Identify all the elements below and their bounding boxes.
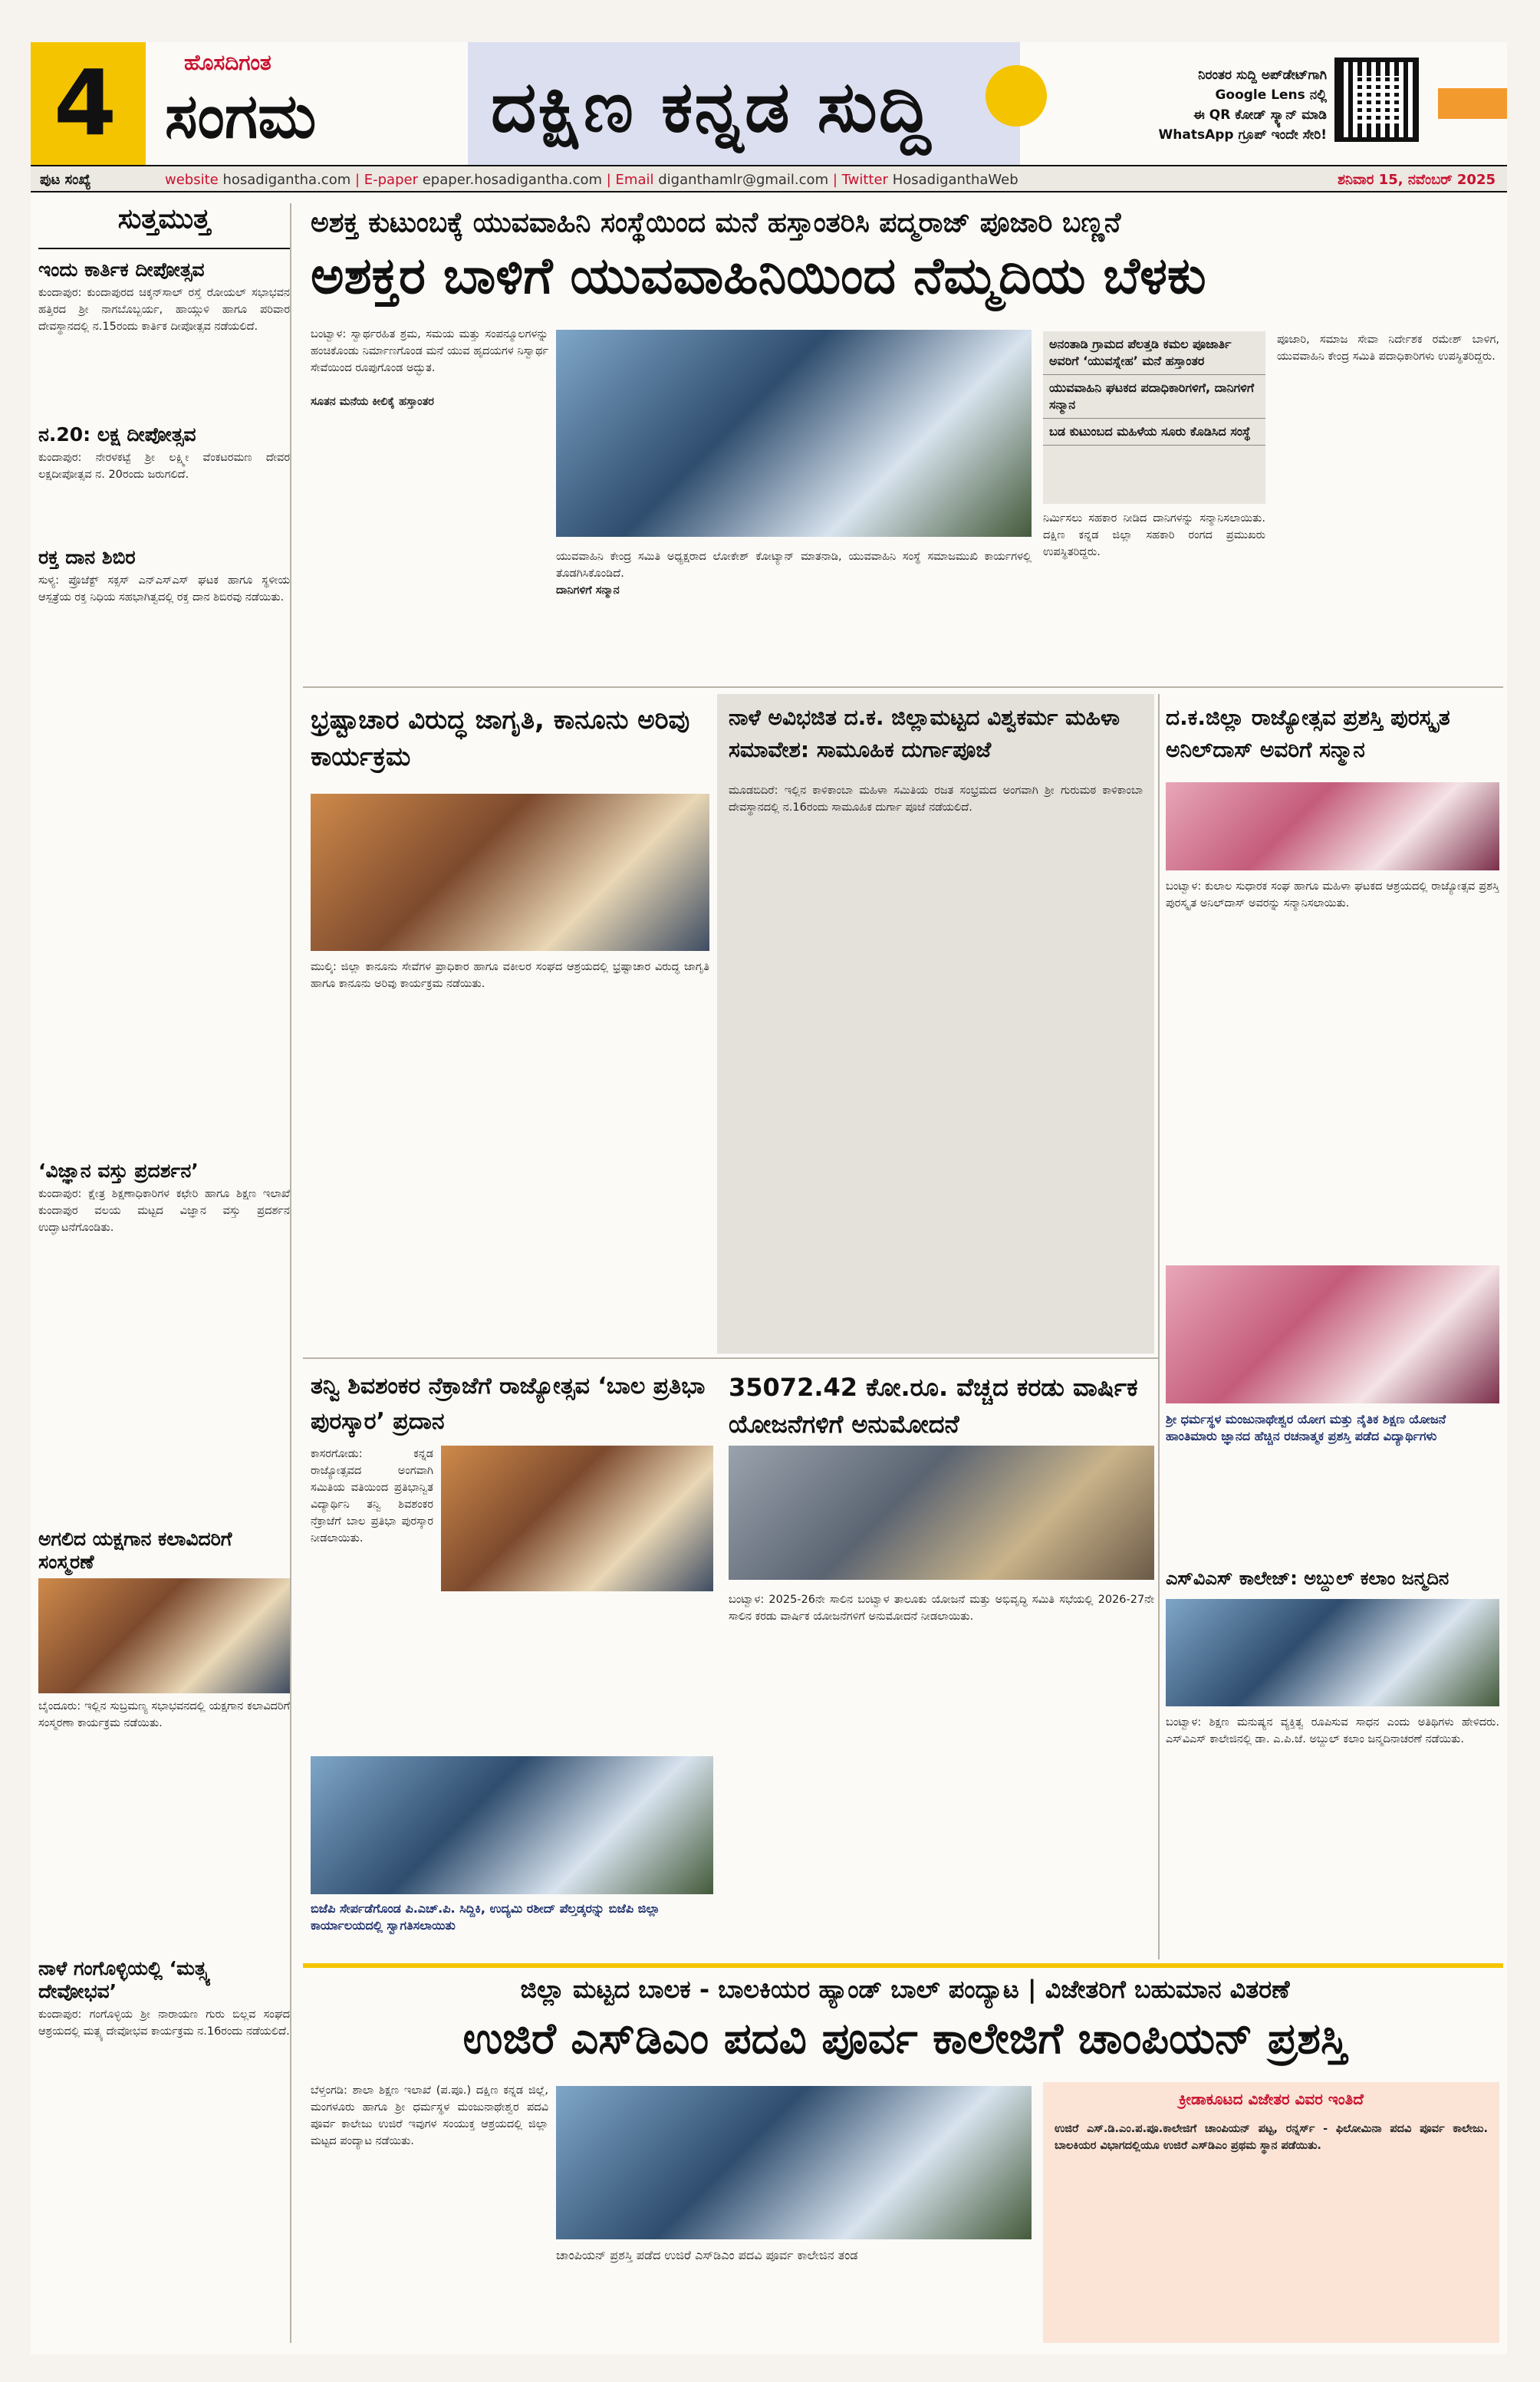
left-item bbox=[38, 541, 290, 1155]
left-item-headline: ನ.20: ಲಕ್ಷ ದೀಪೋತ್ಸವ bbox=[38, 423, 196, 446]
left-item-text: ಕುಂದಾಪುರ: ಕ್ಷೇತ್ರ ಶಿಕ್ಷಣಾಧಿಕಾರಿಗಳ ಕಛೇರಿ ಹಾಗೂ ಶಿಕ್ಷಣ ಇಲಾಖೆ ಕುಂದಾಪುರ ವಲಯ ಮಟ್ಟದ ವಿಜ್ಞಾನ ವಸ್ತು ಪ್ರದರ್ಶನ ಉದ್ಘಾಟನೆಗೊಂಡಿತು. bbox=[38, 1188, 290, 1234]
left-item-headline: ಇಂದು ಕಾರ್ತಿಕ ದೀಪೋತ್ಸವ bbox=[38, 258, 205, 281]
abdulkalam-photo bbox=[1166, 1599, 1499, 1706]
bullet-item: ಅನಂತಾಡಿ ಗ್ರಾಮದ ಪೆಲತ್ತಡಿ ಕಮಲ ಪೂಜಾರ್ತಿ ಅವರಿಗೆ ‘ಯುವಸ್ನೇಹ’ ಮನೆ ಹಸ್ತಾಂತರ bbox=[1043, 331, 1265, 375]
award-text: ಕಾಸರಗೋಡು: ಕನ್ನಡ ರಾಜ್ಯೋತ್ಸವದ ಅಂಗವಾಗಿ ಸಮಿತಿಯ ವತಿಯಿಂದ ಪ್ರತಿಭಾನ್ವಿತ ವಿದ್ಯಾರ್ಥಿನಿ ತನ್ವಿ ಶಿವಶಂಕರ ನೆಕ್ರಾಜೆಗೆ ಬಾಲ ಪ್ರತಿಭಾ ಪುರಸ್ಕಾರ ನೀಡಲಾಯಿತು. bbox=[311, 1448, 433, 1545]
top-story-photo bbox=[556, 330, 1032, 537]
promo-line: WhatsApp ಗ್ರೂಪ್ ಇಂದೇ ಸೇರಿ! bbox=[1158, 127, 1327, 143]
budget-headline: 35072.42 ಕೋ.ರೂ. ವೆಚ್ಚದ ಕರಡು ವಾರ್ಷಿಕ ಯೋಜನೆಗಳಿಗೆ ಅನುಮೋದನೆ bbox=[729, 1373, 1138, 1439]
brand-small: ಹೊಸದಿಗಂತ bbox=[184, 50, 271, 75]
anildas-headline: ದ.ಕ.ಜಿಲ್ಲಾ ರಾಜ್ಯೋತ್ಸವ ಪ್ರಶಸ್ತಿ ಪುರಸ್ಕೃತ ಅನಿಲ್‌ದಾಸ್ ಅವರಿಗೆ ಸನ್ಮಾನ bbox=[1166, 705, 1450, 762]
top-story-text-2: ಯುವವಾಹಿನಿ ಕೇಂದ್ರ ಸಮಿತಿ ಅಧ್ಯಕ್ಷರಾದ ಲೋಕೇಶ್ ಕೋಟ್ಯಾನ್ ಮಾತನಾಡಿ, ಯುವವಾಹಿನಿ ಸಂಸ್ಥೆ ಸಮಾಜಮುಖಿ ಕಾರ್ಯಗಳಲ್ಲಿ ತೊಡಗಿಸಿಕೊಂಡಿದೆ. bbox=[556, 551, 1032, 580]
brand: ಸಂಗಮ bbox=[165, 81, 317, 152]
left-item-text: ಬೈಂದೂರು: ಇಲ್ಲಿನ ಸುಬ್ರಮಣ್ಯ ಸಭಾಭವನದಲ್ಲಿ ಯಕ್ಷಗಾನ ಕಲಾವಿದರಿಗೆ ಸಂಸ್ಮರಣಾ ಕಾರ್ಯಕ್ರಮ ನಡೆಯಿತು. bbox=[38, 1700, 290, 1729]
left-item-text: ಕುಂದಾಪುರ: ನೇರಳಕಟ್ಟೆ ಶ್ರೀ ಲಕ್ಷ್ಮೀ ವೆಂಕಟರಮಣ ದೇವರ ಲಕ್ಷದೀಪೋತ್ಸವ ನ. 20ರಂದು ಜರುಗಲಿದೆ. bbox=[38, 452, 290, 481]
page-label: ಪುಟ ಸಂಖ್ಯೆ bbox=[40, 172, 91, 188]
winners-headline: ಕ್ರೀಡಾಕೂಟದ ವಿಜೇತರ ವಿವರ ಇಂತಿದೆ bbox=[1179, 2090, 1364, 2108]
twitter-label: Twitter bbox=[841, 172, 888, 188]
left-item-text: ಕುಂದಾಪುರ: ಗಂಗೊಳ್ಳಿಯ ಶ್ರೀ ನಾರಾಯಣ ಗುರು ಬಿಲ್ಲವ ಸಂಘದ ಆಶ್ರಯದಲ್ಲಿ ಮತ್ಸ್ಯ ದೇವೋಭವ ಕಾರ್ಯಕ್ರಮ ನ.16ರಂದು ನಡೆಯಲಿದೆ. bbox=[38, 2009, 290, 2038]
anildas-text: ಬಂಟ್ವಾಳ: ಕುಲಾಲ ಸುಧಾರಕ ಸಂಘ ಹಾಗೂ ಮಹಿಳಾ ಘಟಕದ ಆಶ್ರಯದಲ್ಲಿ ರಾಜ್ಯೋತ್ಸವ ಪ್ರಶಸ್ತಿ ಪುರಸ್ಕೃತ ಅನಿಲ್‌ದಾಸ್ ಅವರನ್ನು ಸನ್ಮಾನಿಸಲಾಯಿತು. bbox=[1166, 880, 1499, 910]
accent-block bbox=[1438, 88, 1507, 119]
bullet-item: ಯುವವಾಹಿನಿ ಘಟಕದ ಪದಾಧಿಕಾರಿಗಳಿಗೆ, ದಾನಿಗಳಿಗೆ ಸನ್ಮಾನ bbox=[1043, 375, 1265, 419]
promo-line: ಈ QR ಕೋಡ್ ಸ್ಕ್ಯಾನ್ ಮಾಡಿ bbox=[1193, 107, 1327, 123]
left-item-text: ಕುಂದಾಪುರ: ಕುಂದಾಪುರದ ಚಿಕ್ಕನ್‌ಸಾಲ್ ರಸ್ತೆ ರೋಯಲ್ ಸಭಾಭವನ ಹತ್ತಿರದ ಶ್ರೀ ನಾಗಬೊಬ್ಬರ್ಯ, ಹಾಯ್ಗುಳಿ ಹಾಗೂ ಪರಿವಾರ ದೇವಸ್ಥಾನದಲ್ಲಿ ನ.15ರಂದು ಕಾರ್ತಿಕ ದೀಪೋತ್ಸವ ನಡೆಯಲಿದೆ. bbox=[38, 287, 290, 333]
left-section-title: ಸುತ್ತಮುತ್ತ bbox=[38, 203, 290, 249]
bottom-story-text: ಬೆಳ್ತಂಗಡಿ: ಶಾಲಾ ಶಿಕ್ಷಣ ಇಲಾಖೆ (ಪ.ಪೂ.) ದಕ್ಷಿಣ ಕನ್ನಡ ಜಿಲ್ಲೆ, ಮಂಗಳೂರು ಹಾಗೂ ಶ್ರೀ ಧರ್ಮಸ್ಥಳ ಮಂಜುನಾಥೇಶ್ವರ ಪದವಿ ಪೂರ್ವ ಕಾಲೇಜು ಉಜಿರೆ ಇವುಗಳ ಸಂಯುಕ್ತ ಆಶ್ರಯದಲ್ಲಿ ಜಿಲ್ಲಾ ಮಟ್ಟದ ಪಂದ್ಯಾಟ ನಡೆಯಿತು. bbox=[311, 2084, 548, 2147]
promo-line: Google Lens ನಲ್ಲಿ bbox=[1215, 87, 1327, 103]
top-story-subhead-1: ಸೂತನ ಮನೆಯ ಕೀಲಿಕೈ ಹಸ್ತಾಂತರ bbox=[311, 396, 434, 408]
handball-team-photo bbox=[556, 2086, 1032, 2239]
handball-caption: ಚಾಂಪಿಯನ್ ಪ್ರಶಸ್ತಿ ಪಡೆದ ಉಜಿರೆ ಎಸ್‌ಡಿಎಂ ಪದವಿ ಪೂರ್ವ ಕಾಲೇಜಿನ ತಂಡ bbox=[556, 2248, 858, 2262]
masthead bbox=[31, 42, 1507, 165]
budget-text: ಬಂಟ್ವಾಳ: 2025-26ನೇ ಸಾಲಿನ ಬಂಟ್ವಾಳ ತಾಲೂಕು ಯೋಜನೆ ಮತ್ತು ಅಭಿವೃದ್ಧಿ ಸಮಿತಿ ಸಭೆಯಲ್ಲಿ 2026-27ನೇ ಸಾಲಿನ ಕರಡು ವಾರ್ಷಿಕ ಯೋಜನೆಗಳಿಗೆ ಅನುಮೋದನೆ ನೀಡಲಾಯಿತು. bbox=[729, 1594, 1154, 1623]
top-story-kicker: ಅಶಕ್ತ ಕುಟುಂಬಕ್ಕೆ ಯುವವಾಹಿನಿ ಸಂಸ್ಥೆಯಿಂದ ಮನೆ ಹಸ್ತಾಂತರಿಸಿ ಪದ್ಮರಾಜ್ ಪೂಜಾರಿ ಬಣ್ಣನೆ bbox=[311, 207, 1121, 239]
section-title: ದಕ್ಷಿಣ ಕನ್ನಡ ಸುದ್ದಿ bbox=[491, 65, 933, 148]
yoga-photo bbox=[1166, 1265, 1499, 1403]
twitter-link[interactable]: HosadiganthaWeb bbox=[892, 172, 1018, 188]
left-column bbox=[38, 203, 291, 2343]
website-link[interactable]: hosadigantha.com bbox=[222, 172, 351, 188]
corruption-text: ಮುಲ್ಕಿ: ಜಿಲ್ಲಾ ಕಾನೂನು ಸೇವೆಗಳ ಪ್ರಾಧಿಕಾರ ಹಾಗೂ ವಕೀಲರ ಸಂಘದ ಆಶ್ರಯದಲ್ಲಿ ಭ್ರಷ್ಟಾಚಾರ ವಿರುದ್ಧ ಜಾಗೃತಿ ಹಾಗೂ ಕಾನೂನು ಅರಿವು ಕಾರ್ಯಕ್ರಮ ನಡೆಯಿತು. bbox=[311, 961, 709, 990]
column-rule bbox=[1158, 694, 1160, 1959]
left-item bbox=[38, 1523, 290, 1953]
vishwakarma-text: ಮೂಡಬಿದಿರೆ: ಇಲ್ಲಿನ ಕಾಳಿಕಾಂಬಾ ಮಹಿಳಾ ಸಮಿತಿಯ ರಜತ ಸಂಭ್ರಮದ ಅಂಗವಾಗಿ ಶ್ರೀ ಗುರುಮಠ ಕಾಳಿಕಾಂಬಾ ದೇವಸ್ಥಾನದಲ್ಲಿ ನ.16ರಂದು ಸಾಮೂಹಿಕ ದುರ್ಗಾ ಪೂಜೆ ನಡೆಯಲಿದೆ. bbox=[729, 785, 1143, 814]
left-item-photo bbox=[38, 1578, 290, 1693]
divider bbox=[303, 1963, 1503, 1968]
divider bbox=[303, 686, 1503, 688]
promo-line: ನಿರಂತರ ಸುದ್ದಿ ಅಪ್‌ಡೇಟ್‌ಗಾಗಿ bbox=[1198, 67, 1327, 83]
left-item-headline: ರಕ್ತ ದಾನ ಶಿಬಿರ bbox=[38, 546, 136, 568]
top-story-subhead-2: ದಾನಿಗಳಿಗೆ ಸನ್ಮಾನ bbox=[556, 584, 620, 597]
award-headline: ತನ್ವಿ ಶಿವಶಂಕರ ನೆಕ್ರಾಜೆಗೆ ರಾಜ್ಯೋತ್ಸವ ‘ಬಾಲ ಪ್ರತಿಭಾ ಪುರಸ್ಕಾರ’ ಪ್ರದಾನ bbox=[311, 1373, 706, 1435]
link-strip: website hosadigantha.com | E-paper epaper.hosadigantha.com | Email diganthamlr@gmail.com | Twitter HosadiganthaWeb bbox=[165, 172, 1018, 188]
divider bbox=[303, 1357, 1158, 1359]
top-story-text bbox=[311, 326, 548, 679]
left-item bbox=[38, 1953, 290, 2382]
abdulkalam-text: ಬಂಟ್ವಾಳ: ಶಿಕ್ಷಣ ಮನುಷ್ಯನ ವ್ಯಕ್ತಿತ್ವ ರೂಪಿಸುವ ಸಾಧನ ಎಂದು ಅತಿಥಿಗಳು ಹೇಳಿದರು. ಎಸ್‌ವಿಎಸ್ ಕಾಲೇಜಿನಲ್ಲಿ ಡಾ. ಎ.ಪಿ.ಜೆ. ಅಬ್ದುಲ್ ಕಲಾಂ ಜನ್ಮದಿನಾಚರಣೆ ನಡೆಯಿತು. bbox=[1166, 1716, 1499, 1745]
vishwakarma-headline: ನಾಳೆ ಅವಿಭಜಿತ ದ.ಕ. ಜಿಲ್ಲಾಮಟ್ಟದ ವಿಶ್ವಕರ್ಮ ಮಹಿಳಾ ಸಮಾವೇಶ: ಸಾಮೂಹಿಕ ದುರ್ಗಾಪೂಜೆ bbox=[729, 705, 1120, 762]
left-item bbox=[38, 419, 290, 541]
left-item-headline: ಅಗಲಿದ ಯಕ್ಷಗಾನ ಕಲಾವಿದರಿಗೆ ಸಂಸ್ಮರಣೆ bbox=[38, 1528, 232, 1573]
bjp-caption: ಬಿಜೆಪಿ ಸೇರ್ಪಡೆಗೊಂಡ ಪಿ.ಎಚ್.ಪಿ. ಸಿದ್ದಿಕಿ, ಉದ್ಯಮಿ ರಶೀದ್ ಪೆಲ್ತಡ್ಕರನ್ನು ಬಿಜೆಪಿ ಜಿಲ್ಲಾ ಕಾರ್ಯಾಲಯದಲ್ಲಿ ಸ್ವಾಗತಿಸಲಾಯಿತು bbox=[311, 1901, 660, 1933]
qr-promo bbox=[1074, 65, 1327, 145]
budget-photo bbox=[729, 1446, 1154, 1580]
website-label: website bbox=[165, 172, 219, 188]
left-item bbox=[38, 254, 290, 419]
bjp-photo bbox=[311, 1756, 713, 1894]
left-item bbox=[38, 1155, 290, 1523]
bottom-story-kicker: ಜಿಲ್ಲಾ ಮಟ್ಟದ ಬಾಲಕ - ಬಾಲಕಿಯರ ಹ್ಯಾಂಡ್ ಬಾಲ್ ಪಂದ್ಯಾಟ | ವಿಜೇತರಿಗೆ ಬಹುಮಾನ ವಿತರಣೆ bbox=[520, 1975, 1290, 2004]
bullet-item: ಬಡ ಕುಟುಂಬದ ಮಹಿಳೆಯ ಸೂರು ಕೊಡಿಸಿದ ಸಂಸ್ಥೆ bbox=[1043, 419, 1265, 446]
top-story-headline: ಅಶಕ್ತರ ಬಾಳಿಗೆ ಯುವವಾಹಿನಿಯಿಂದ ನೆಮ್ಮದಿಯ ಬೆಳಕು bbox=[311, 245, 1206, 305]
email-label: Email bbox=[615, 172, 654, 188]
yoga-caption: ಶ್ರೀ ಧರ್ಮಸ್ಥಳ ಮಂಜುನಾಥೇಶ್ವರ ಯೋಗ ಮತ್ತು ನೈತಿಕ ಶಿಕ್ಷಣ ಯೋಜನೆ ಹಾಂತಿಮಾರು ಜ್ಞಾನದ ಹೆಚ್ಚಿನ ರಚನಾತ್ಮಕ ಪ್ರಶಸ್ತಿ ಪಡೆದ ವಿದ್ಯಾರ್ಥಿಗಳು bbox=[1166, 1412, 1446, 1443]
anildas-photo bbox=[1166, 782, 1499, 870]
top-story-text-3: ನಿರ್ಮಿಸಲು ಸಹಕಾರ ನೀಡಿದ ದಾನಿಗಳನ್ನು ಸನ್ಮಾನಿಸಲಾಯಿತು. ದಕ್ಷಿಣ ಕನ್ನಡ ಜಿಲ್ಲಾ ಸಹಕಾರಿ ರಂಗದ ಪ್ರಮುಖರು ಉಪಸ್ಥಿತರಿದ್ದರು. bbox=[1043, 512, 1265, 558]
top-story-text-1: ಬಂಟ್ವಾಳ: ಸ್ವಾರ್ಥರಹಿತ ಶ್ರಮ, ಸಮಯ ಮತ್ತು ಸಂಪನ್ಮೂಲಗಳನ್ನು ಹಂಚಿಕೊಂಡು ನಿರ್ಮಾಣಗೊಂಡ ಮನೆ ಯುವ ಹೃದಯಗಳ ನಿಸ್ವಾರ್ಥ ಸೇವೆಯಿಂದ ರೂಪುಗೊಂಡ ಅದ್ಭುತ. bbox=[311, 328, 548, 374]
page-number: 4 bbox=[54, 50, 117, 156]
qr-code-icon[interactable] bbox=[1334, 58, 1419, 142]
corruption-headline: ಭ್ರಷ್ಟಾಚಾರ ವಿರುದ್ಧ ಜಾಗೃತಿ, ಕಾನೂನು ಅರಿವು ಕಾರ್ಯಕ್ರಮ bbox=[311, 705, 690, 772]
epaper-link[interactable]: epaper.hosadigantha.com bbox=[422, 172, 603, 188]
left-item-headline: ನಾಳೆ ಗಂಗೊಳ್ಳಿಯಲ್ಲಿ ‘ಮತ್ಸ್ಯ ದೇವೋಭವ’ bbox=[38, 1957, 211, 2002]
top-story-text-2-wrap bbox=[556, 548, 1032, 679]
issue-date: ಶನಿವಾರ 15, ನವೆಂಬರ್ 2025 bbox=[1338, 172, 1496, 188]
left-item-headline: ‘ವಿಜ್ಞಾನ ವಸ್ತು ಪ್ರದರ್ಶನ’ bbox=[38, 1160, 199, 1182]
abdulkalam-headline: ಎಸ್‌ವಿಎಸ್ ಕಾಲೇಜ್: ಅಬ್ದುಲ್ ಕಲಾಂ ಜನ್ಮದಿನ bbox=[1166, 1568, 1450, 1589]
corruption-photo bbox=[311, 794, 709, 951]
epaper-label: E-paper bbox=[364, 172, 418, 188]
winners-text: ಉಜಿರೆ ಎಸ್.ಡಿ.ಎಂ.ಪ.ಪೂ.ಕಾಲೇಜಿಗೆ ಚಾಂಪಿಯನ್ ಪಟ್ಟ, ರನ್ನರ್ಸ್ - ಫಿಲೋಮಿನಾ ಪದವಿ ಪೂರ್ವ ಕಾಲೇಜು. ಬಾಲಕಿಯರ ವಿಭಾಗದಲ್ಲಿಯೂ ಉಜಿರೆ ಎಸ್‌ಡಿಎಂ ಪ್ರಥಮ ಸ್ಥಾನ ಪಡೆಯಿತು. bbox=[1055, 2123, 1488, 2152]
info-bar bbox=[31, 165, 1507, 192]
left-item-text: ಸುಳ್ಯ: ಪ್ರೊಜೆಕ್ಟ್ ಸಕ್ಸಸ್ ಎನ್‌ಎಸ್‌ಎಸ್ ಘಟಕ ಹಾಗೂ ಸ್ಥಳೀಯ ಆಸ್ಪತ್ರೆಯ ರಕ್ತ ನಿಧಿಯ ಸಹಭಾಗಿತ್ವದಲ್ಲಿ ರಕ್ತ ದಾನ ಶಿಬಿರವು ನಡೆಯಿತು. bbox=[38, 574, 290, 604]
top-story-text-4: ಪೂಜಾರಿ, ಸಮಾಜ ಸೇವಾ ನಿರ್ದೇಶಕ ರಮೇಶ್ ಬಾಳಿಗ, ಯುವವಾಹಿನಿ ಕೇಂದ್ರ ಸಮಿತಿ ಪದಾಧಿಕಾರಿಗಳು ಉಪಸ್ಥಿತರಿದ್ದರು. bbox=[1277, 334, 1499, 363]
sun-icon bbox=[986, 65, 1047, 127]
award-photo bbox=[441, 1446, 713, 1591]
top-story-bullets bbox=[1043, 331, 1265, 504]
email-link[interactable]: diganthamlr@gmail.com bbox=[658, 172, 829, 188]
bottom-story-headline: ಉಜಿರೆ ಎಸ್‌ಡಿಎಂ ಪದವಿ ಪೂರ್ವ ಕಾಲೇಜಿಗೆ ಚಾಂಪಿಯನ್ ಪ್ರಶಸ್ತಿ bbox=[462, 2013, 1348, 2064]
